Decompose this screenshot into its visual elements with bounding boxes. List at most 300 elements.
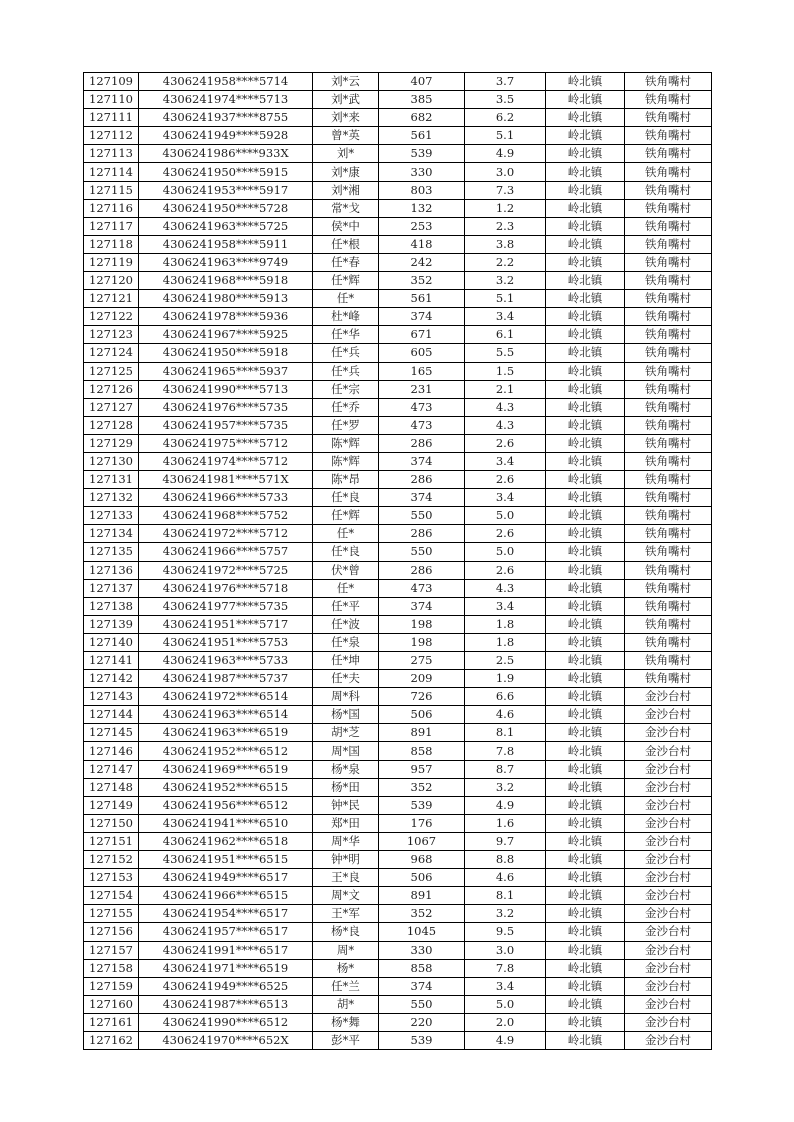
- id-number-cell: 4306241957****5735: [139, 416, 313, 434]
- table-row: [84, 73, 712, 91]
- amount-cell: 682: [379, 109, 465, 127]
- town-cell: 岭北镇: [546, 380, 625, 398]
- row-number-cell: 127150: [84, 814, 139, 832]
- value-cell: 7.8: [465, 742, 546, 760]
- name-cell: 刘*云: [313, 73, 379, 91]
- value-cell: 3.5: [465, 91, 546, 109]
- table-row: [84, 959, 712, 977]
- name-cell: 任*春: [313, 253, 379, 271]
- village-cell: 金沙台村: [625, 814, 712, 832]
- town-cell: 岭北镇: [546, 489, 625, 507]
- table-row: [84, 977, 712, 995]
- village-cell: 铁角嘴村: [625, 579, 712, 597]
- town-cell: 岭北镇: [546, 778, 625, 796]
- name-cell: 伏*曾: [313, 561, 379, 579]
- amount-cell: 473: [379, 579, 465, 597]
- amount-cell: 803: [379, 181, 465, 199]
- amount-cell: 407: [379, 73, 465, 91]
- table-row: [84, 489, 712, 507]
- village-cell: 铁角嘴村: [625, 127, 712, 145]
- town-cell: 岭北镇: [546, 434, 625, 452]
- row-number-cell: 127143: [84, 688, 139, 706]
- id-number-cell: 4306241974****5713: [139, 91, 313, 109]
- table-row: [84, 543, 712, 561]
- amount-cell: 473: [379, 398, 465, 416]
- value-cell: 2.6: [465, 525, 546, 543]
- value-cell: 3.7: [465, 73, 546, 91]
- table-row: [84, 199, 712, 217]
- amount-cell: 286: [379, 434, 465, 452]
- amount-cell: 286: [379, 525, 465, 543]
- table-row: [84, 217, 712, 235]
- table-row: [84, 91, 712, 109]
- id-number-cell: 4306241963****6514: [139, 706, 313, 724]
- town-cell: 岭北镇: [546, 615, 625, 633]
- table-row: [84, 670, 712, 688]
- row-number-cell: 127144: [84, 706, 139, 724]
- value-cell: 2.6: [465, 561, 546, 579]
- village-cell: 金沙台村: [625, 742, 712, 760]
- id-number-cell: 4306241990****6512: [139, 1013, 313, 1031]
- village-cell: 金沙台村: [625, 905, 712, 923]
- town-cell: 岭北镇: [546, 579, 625, 597]
- amount-cell: 132: [379, 199, 465, 217]
- value-cell: 3.4: [465, 308, 546, 326]
- amount-cell: 330: [379, 941, 465, 959]
- amount-cell: 539: [379, 796, 465, 814]
- town-cell: 岭北镇: [546, 652, 625, 670]
- amount-cell: 286: [379, 471, 465, 489]
- id-number-cell: 4306241956****6512: [139, 796, 313, 814]
- village-cell: 金沙台村: [625, 724, 712, 742]
- name-cell: 任*兰: [313, 977, 379, 995]
- value-cell: 1.6: [465, 814, 546, 832]
- name-cell: 刘*湘: [313, 181, 379, 199]
- row-number-cell: 127124: [84, 344, 139, 362]
- row-number-cell: 127145: [84, 724, 139, 742]
- table-row: [84, 308, 712, 326]
- amount-cell: 539: [379, 1031, 465, 1049]
- name-cell: 陈*昂: [313, 471, 379, 489]
- value-cell: 5.5: [465, 344, 546, 362]
- table-row: [84, 905, 712, 923]
- amount-cell: 858: [379, 959, 465, 977]
- amount-cell: 209: [379, 670, 465, 688]
- row-number-cell: 127134: [84, 525, 139, 543]
- name-cell: 任*辉: [313, 272, 379, 290]
- id-number-cell: 4306241937****8755: [139, 109, 313, 127]
- id-number-cell: 4306241972****5712: [139, 525, 313, 543]
- table-row: [84, 1013, 712, 1031]
- village-cell: 金沙台村: [625, 760, 712, 778]
- table-row: [84, 525, 712, 543]
- id-number-cell: 4306241950****5728: [139, 199, 313, 217]
- id-number-cell: 4306241967****5925: [139, 326, 313, 344]
- village-cell: 金沙台村: [625, 1013, 712, 1031]
- amount-cell: 352: [379, 778, 465, 796]
- row-number-cell: 127146: [84, 742, 139, 760]
- town-cell: 岭北镇: [546, 217, 625, 235]
- amount-cell: 220: [379, 1013, 465, 1031]
- town-cell: 岭北镇: [546, 163, 625, 181]
- name-cell: 周*文: [313, 887, 379, 905]
- row-number-cell: 127120: [84, 272, 139, 290]
- village-cell: 铁角嘴村: [625, 452, 712, 470]
- table-row: [84, 127, 712, 145]
- id-number-cell: 4306241976****5735: [139, 398, 313, 416]
- row-number-cell: 127126: [84, 380, 139, 398]
- row-number-cell: 127110: [84, 91, 139, 109]
- town-cell: 岭北镇: [546, 941, 625, 959]
- village-cell: 铁角嘴村: [625, 471, 712, 489]
- table-row: [84, 814, 712, 832]
- amount-cell: 352: [379, 272, 465, 290]
- name-cell: 杨*舞: [313, 1013, 379, 1031]
- row-number-cell: 127114: [84, 163, 139, 181]
- id-number-cell: 4306241968****5918: [139, 272, 313, 290]
- id-number-cell: 4306241952****6515: [139, 778, 313, 796]
- name-cell: 任*根: [313, 235, 379, 253]
- row-number-cell: 127138: [84, 597, 139, 615]
- amount-cell: 561: [379, 127, 465, 145]
- village-cell: 金沙台村: [625, 887, 712, 905]
- row-number-cell: 127125: [84, 362, 139, 380]
- id-number-cell: 4306241951****6515: [139, 851, 313, 869]
- table-row: [84, 724, 712, 742]
- id-number-cell: 4306241987****5737: [139, 670, 313, 688]
- row-number-cell: 127136: [84, 561, 139, 579]
- village-cell: 铁角嘴村: [625, 217, 712, 235]
- row-number-cell: 127127: [84, 398, 139, 416]
- id-number-cell: 4306241974****5712: [139, 452, 313, 470]
- row-number-cell: 127128: [84, 416, 139, 434]
- town-cell: 岭北镇: [546, 127, 625, 145]
- value-cell: 5.0: [465, 507, 546, 525]
- id-number-cell: 4306241966****5757: [139, 543, 313, 561]
- table-row: [84, 941, 712, 959]
- name-cell: 杨*良: [313, 923, 379, 941]
- town-cell: 岭北镇: [546, 670, 625, 688]
- town-cell: 岭北镇: [546, 1013, 625, 1031]
- village-cell: 铁角嘴村: [625, 398, 712, 416]
- id-number-cell: 4306241949****6517: [139, 869, 313, 887]
- amount-cell: 726: [379, 688, 465, 706]
- id-number-cell: 4306241986****933X: [139, 145, 313, 163]
- name-cell: 任*泉: [313, 633, 379, 651]
- village-cell: 铁角嘴村: [625, 181, 712, 199]
- table-row: [84, 561, 712, 579]
- value-cell: 4.6: [465, 706, 546, 724]
- value-cell: 2.2: [465, 253, 546, 271]
- row-number-cell: 127142: [84, 670, 139, 688]
- row-number-cell: 127137: [84, 579, 139, 597]
- name-cell: 刘*: [313, 145, 379, 163]
- town-cell: 岭北镇: [546, 832, 625, 850]
- table-row: [84, 235, 712, 253]
- id-number-cell: 4306241950****5918: [139, 344, 313, 362]
- id-number-cell: 4306241951****5753: [139, 633, 313, 651]
- value-cell: 3.4: [465, 452, 546, 470]
- name-cell: 常*戈: [313, 199, 379, 217]
- town-cell: 岭北镇: [546, 398, 625, 416]
- village-cell: 金沙台村: [625, 923, 712, 941]
- town-cell: 岭北镇: [546, 507, 625, 525]
- town-cell: 岭北镇: [546, 561, 625, 579]
- row-number-cell: 127133: [84, 507, 139, 525]
- village-cell: 铁角嘴村: [625, 362, 712, 380]
- id-number-cell: 4306241975****5712: [139, 434, 313, 452]
- village-cell: 铁角嘴村: [625, 561, 712, 579]
- name-cell: 刘*来: [313, 109, 379, 127]
- town-cell: 岭北镇: [546, 977, 625, 995]
- table-row: [84, 579, 712, 597]
- id-number-cell: 4306241981****571X: [139, 471, 313, 489]
- row-number-cell: 127139: [84, 615, 139, 633]
- town-cell: 岭北镇: [546, 308, 625, 326]
- amount-cell: 1067: [379, 832, 465, 850]
- town-cell: 岭北镇: [546, 326, 625, 344]
- amount-cell: 253: [379, 217, 465, 235]
- id-number-cell: 4306241980****5913: [139, 290, 313, 308]
- row-number-cell: 127111: [84, 109, 139, 127]
- amount-cell: 473: [379, 416, 465, 434]
- village-cell: 金沙台村: [625, 851, 712, 869]
- village-cell: 铁角嘴村: [625, 416, 712, 434]
- town-cell: 岭北镇: [546, 181, 625, 199]
- value-cell: 8.1: [465, 887, 546, 905]
- town-cell: 岭北镇: [546, 73, 625, 91]
- town-cell: 岭北镇: [546, 597, 625, 615]
- table-row: [84, 181, 712, 199]
- table-row: [84, 253, 712, 271]
- table-row: [84, 887, 712, 905]
- village-cell: 铁角嘴村: [625, 380, 712, 398]
- amount-cell: 198: [379, 633, 465, 651]
- id-number-cell: 4306241949****6525: [139, 977, 313, 995]
- table-row: [84, 923, 712, 941]
- row-number-cell: 127161: [84, 1013, 139, 1031]
- id-number-cell: 4306241941****6510: [139, 814, 313, 832]
- name-cell: 周*华: [313, 832, 379, 850]
- village-cell: 金沙台村: [625, 995, 712, 1013]
- table-row: [84, 832, 712, 850]
- amount-cell: 506: [379, 869, 465, 887]
- value-cell: 2.1: [465, 380, 546, 398]
- amount-cell: 176: [379, 814, 465, 832]
- table-row: [84, 869, 712, 887]
- id-number-cell: 4306241966****5733: [139, 489, 313, 507]
- village-cell: 铁角嘴村: [625, 253, 712, 271]
- amount-cell: 1045: [379, 923, 465, 941]
- value-cell: 6.6: [465, 688, 546, 706]
- id-number-cell: 4306241958****5911: [139, 235, 313, 253]
- value-cell: 4.9: [465, 796, 546, 814]
- amount-cell: 550: [379, 995, 465, 1013]
- row-number-cell: 127141: [84, 652, 139, 670]
- id-number-cell: 4306241978****5936: [139, 308, 313, 326]
- village-cell: 铁角嘴村: [625, 543, 712, 561]
- value-cell: 6.2: [465, 109, 546, 127]
- value-cell: 1.9: [465, 670, 546, 688]
- table-row: [84, 742, 712, 760]
- name-cell: 曾*英: [313, 127, 379, 145]
- village-cell: 铁角嘴村: [625, 633, 712, 651]
- village-cell: 铁角嘴村: [625, 199, 712, 217]
- name-cell: 郑*田: [313, 814, 379, 832]
- row-number-cell: 127135: [84, 543, 139, 561]
- row-number-cell: 127130: [84, 452, 139, 470]
- table-row: [84, 471, 712, 489]
- name-cell: 任*坤: [313, 652, 379, 670]
- value-cell: 3.0: [465, 163, 546, 181]
- name-cell: 任*兵: [313, 344, 379, 362]
- village-cell: 铁角嘴村: [625, 344, 712, 362]
- amount-cell: 352: [379, 905, 465, 923]
- id-number-cell: 4306241969****6519: [139, 760, 313, 778]
- value-cell: 8.1: [465, 724, 546, 742]
- id-number-cell: 4306241958****5714: [139, 73, 313, 91]
- name-cell: 杜*峰: [313, 308, 379, 326]
- table-row: [84, 145, 712, 163]
- table-row: [84, 380, 712, 398]
- name-cell: 胡*: [313, 995, 379, 1013]
- amount-cell: 374: [379, 489, 465, 507]
- id-number-cell: 4306241962****6518: [139, 832, 313, 850]
- value-cell: 4.9: [465, 145, 546, 163]
- id-number-cell: 4306241963****5733: [139, 652, 313, 670]
- amount-cell: 374: [379, 452, 465, 470]
- row-number-cell: 127119: [84, 253, 139, 271]
- town-cell: 岭北镇: [546, 995, 625, 1013]
- name-cell: 钟*明: [313, 851, 379, 869]
- table-row: [84, 995, 712, 1013]
- value-cell: 4.3: [465, 398, 546, 416]
- village-cell: 铁角嘴村: [625, 308, 712, 326]
- table-row: [84, 434, 712, 452]
- town-cell: 岭北镇: [546, 706, 625, 724]
- village-cell: 铁角嘴村: [625, 434, 712, 452]
- row-number-cell: 127149: [84, 796, 139, 814]
- value-cell: 4.6: [465, 869, 546, 887]
- town-cell: 岭北镇: [546, 235, 625, 253]
- town-cell: 岭北镇: [546, 796, 625, 814]
- name-cell: 刘*康: [313, 163, 379, 181]
- value-cell: 3.4: [465, 597, 546, 615]
- value-cell: 7.8: [465, 959, 546, 977]
- amount-cell: 231: [379, 380, 465, 398]
- town-cell: 岭北镇: [546, 471, 625, 489]
- table-row: [84, 706, 712, 724]
- name-cell: 胡*芝: [313, 724, 379, 742]
- row-number-cell: 127160: [84, 995, 139, 1013]
- row-number-cell: 127158: [84, 959, 139, 977]
- village-cell: 金沙台村: [625, 778, 712, 796]
- table-row: [84, 344, 712, 362]
- value-cell: 1.8: [465, 633, 546, 651]
- village-cell: 铁角嘴村: [625, 326, 712, 344]
- id-number-cell: 4306241950****5915: [139, 163, 313, 181]
- name-cell: 任*兵: [313, 362, 379, 380]
- name-cell: 任*良: [313, 489, 379, 507]
- value-cell: 7.3: [465, 181, 546, 199]
- row-number-cell: 127116: [84, 199, 139, 217]
- row-number-cell: 127140: [84, 633, 139, 651]
- table-row: [84, 109, 712, 127]
- id-number-cell: 4306241965****5937: [139, 362, 313, 380]
- id-number-cell: 4306241972****5725: [139, 561, 313, 579]
- row-number-cell: 127152: [84, 851, 139, 869]
- name-cell: 任*波: [313, 615, 379, 633]
- table-row: [84, 760, 712, 778]
- id-number-cell: 4306241977****5735: [139, 597, 313, 615]
- value-cell: 6.1: [465, 326, 546, 344]
- town-cell: 岭北镇: [546, 199, 625, 217]
- amount-cell: 550: [379, 507, 465, 525]
- name-cell: 刘*武: [313, 91, 379, 109]
- village-cell: 金沙台村: [625, 869, 712, 887]
- name-cell: 钟*民: [313, 796, 379, 814]
- amount-cell: 374: [379, 977, 465, 995]
- value-cell: 9.7: [465, 832, 546, 850]
- row-number-cell: 127159: [84, 977, 139, 995]
- value-cell: 1.2: [465, 199, 546, 217]
- row-number-cell: 127109: [84, 73, 139, 91]
- row-number-cell: 127129: [84, 434, 139, 452]
- value-cell: 5.0: [465, 543, 546, 561]
- amount-cell: 550: [379, 543, 465, 561]
- town-cell: 岭北镇: [546, 923, 625, 941]
- name-cell: 任*: [313, 290, 379, 308]
- id-number-cell: 4306241990****5713: [139, 380, 313, 398]
- table-row: [84, 326, 712, 344]
- town-cell: 岭北镇: [546, 145, 625, 163]
- town-cell: 岭北镇: [546, 633, 625, 651]
- village-cell: 金沙台村: [625, 959, 712, 977]
- name-cell: 杨*田: [313, 778, 379, 796]
- value-cell: 1.5: [465, 362, 546, 380]
- town-cell: 岭北镇: [546, 543, 625, 561]
- row-number-cell: 127123: [84, 326, 139, 344]
- town-cell: 岭北镇: [546, 452, 625, 470]
- amount-cell: 242: [379, 253, 465, 271]
- village-cell: 金沙台村: [625, 706, 712, 724]
- id-number-cell: 4306241991****6517: [139, 941, 313, 959]
- table-row: [84, 796, 712, 814]
- row-number-cell: 127118: [84, 235, 139, 253]
- name-cell: 任*辉: [313, 507, 379, 525]
- value-cell: 3.0: [465, 941, 546, 959]
- amount-cell: 165: [379, 362, 465, 380]
- name-cell: 周*国: [313, 742, 379, 760]
- value-cell: 5.1: [465, 127, 546, 145]
- row-number-cell: 127147: [84, 760, 139, 778]
- town-cell: 岭北镇: [546, 525, 625, 543]
- table-row: [84, 851, 712, 869]
- amount-cell: 561: [379, 290, 465, 308]
- amount-cell: 418: [379, 235, 465, 253]
- row-number-cell: 127154: [84, 887, 139, 905]
- village-cell: 金沙台村: [625, 941, 712, 959]
- amount-cell: 275: [379, 652, 465, 670]
- table-row: [84, 290, 712, 308]
- town-cell: 岭北镇: [546, 416, 625, 434]
- village-cell: 铁角嘴村: [625, 272, 712, 290]
- id-number-cell: 4306241963****9749: [139, 253, 313, 271]
- id-number-cell: 4306241954****6517: [139, 905, 313, 923]
- row-number-cell: 127151: [84, 832, 139, 850]
- value-cell: 3.4: [465, 489, 546, 507]
- id-number-cell: 4306241963****5725: [139, 217, 313, 235]
